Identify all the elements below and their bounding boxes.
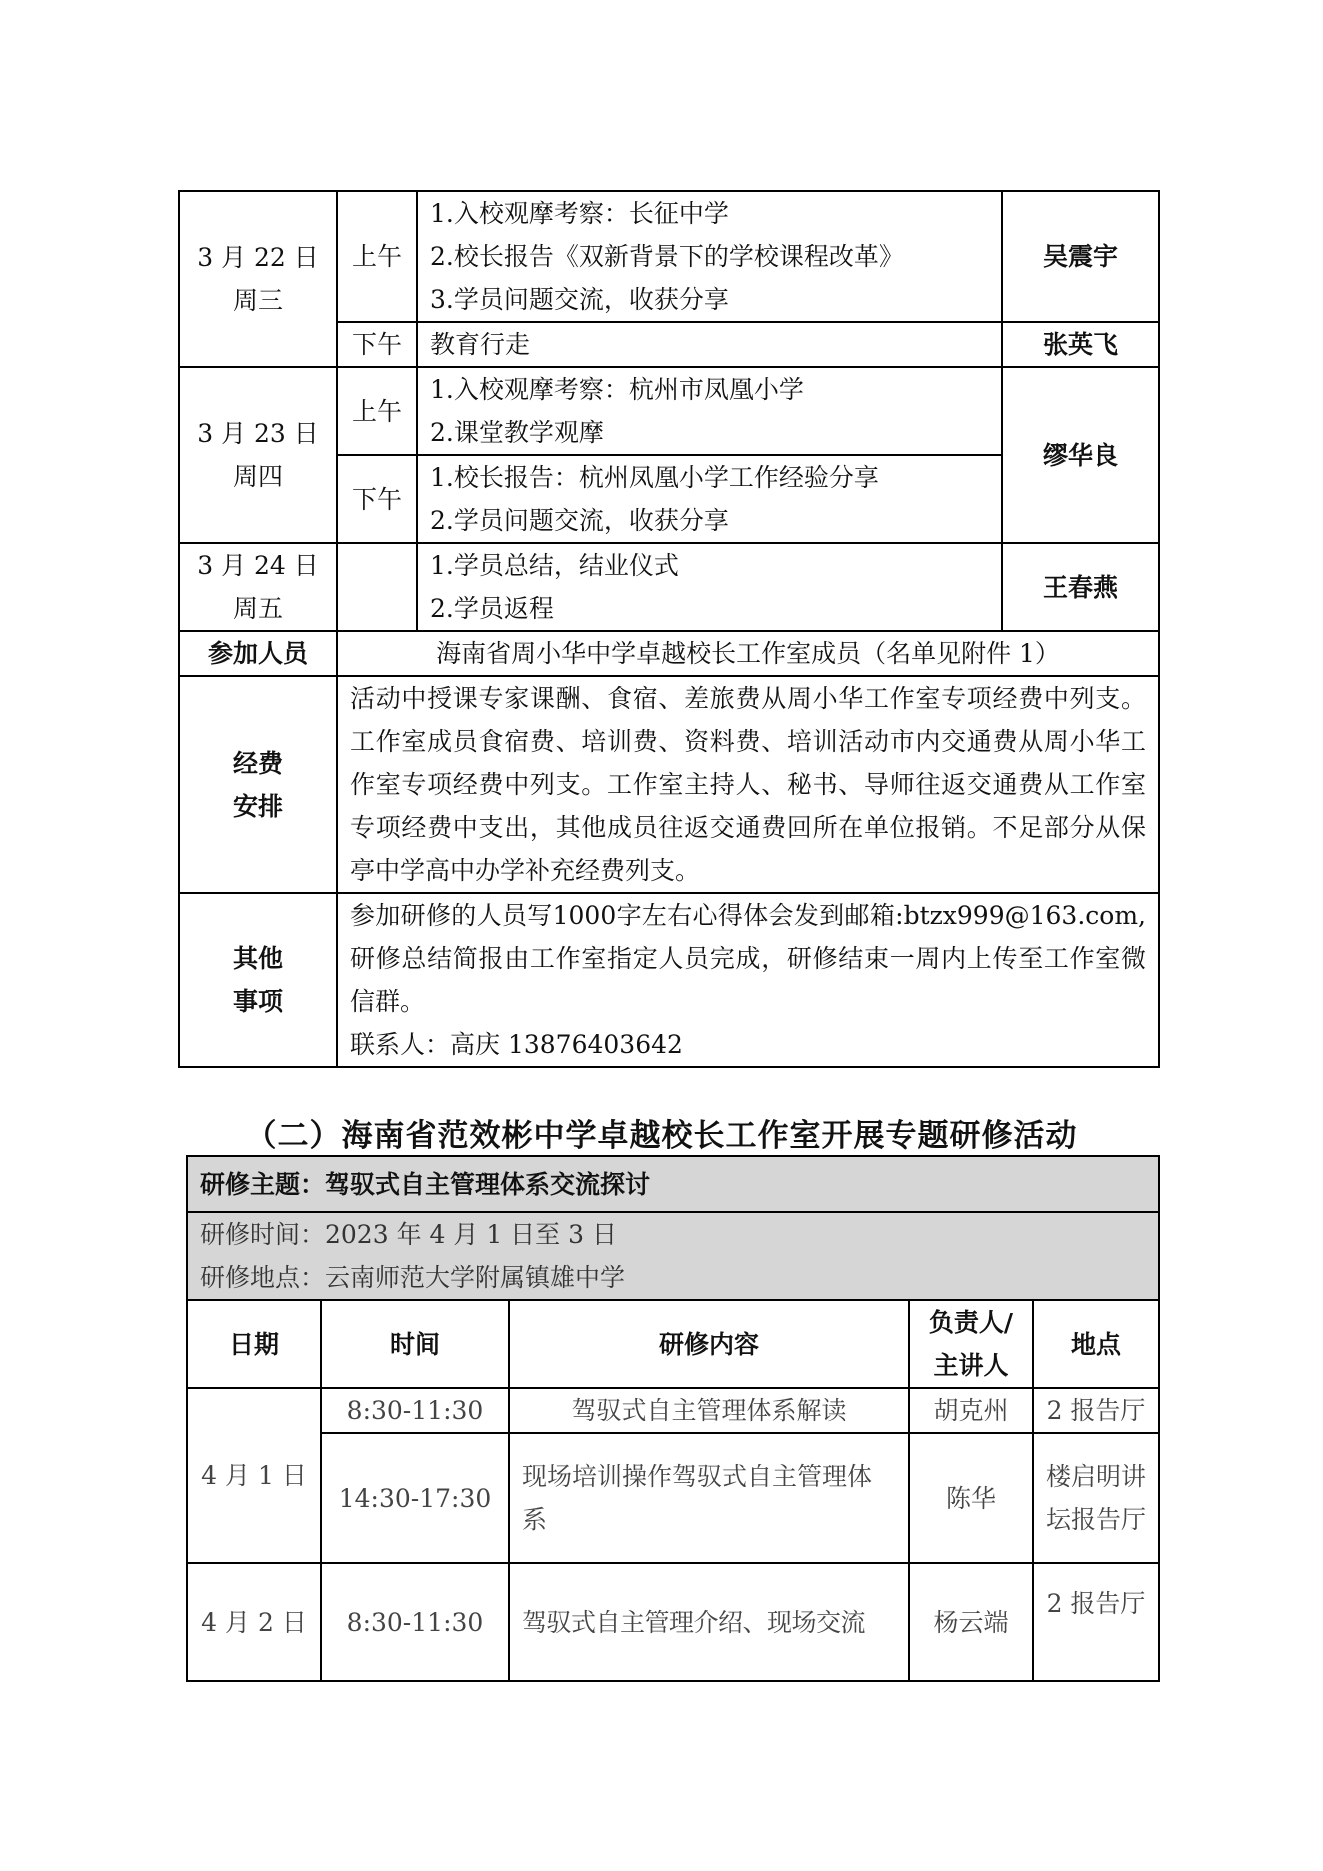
date: 3 月 24 日	[197, 551, 319, 580]
row-content	[509, 1433, 909, 1563]
funding-label: 经费	[232, 748, 283, 778]
weekday: 周四	[232, 462, 283, 491]
location: 楼启明讲坛报告厅	[1046, 1462, 1147, 1534]
period-cell	[337, 367, 417, 455]
content-item: 2.课堂教学观摩	[430, 418, 604, 447]
header-leader-label: 主讲人	[933, 1351, 1009, 1380]
header-time	[321, 1300, 509, 1388]
date: 4 月 2 日	[201, 1607, 307, 1637]
leader: 胡克州	[933, 1396, 1009, 1425]
leader-cell	[1002, 322, 1159, 367]
content-item: 1.入校观摩考察：杭州市凤凰小学	[430, 375, 804, 404]
header-content-label: 研修内容	[658, 1329, 759, 1359]
table-row	[187, 1433, 1159, 1563]
content-item: 1.入校观摩考察：长征中学	[430, 199, 729, 228]
period: 上午	[351, 396, 402, 426]
other-label-cell	[179, 893, 337, 1067]
content-cell	[417, 455, 1002, 543]
row-location	[1033, 1563, 1159, 1681]
row-location	[1033, 1433, 1159, 1563]
leader: 张英飞	[1042, 330, 1118, 359]
header-leader-label: 负责人/	[928, 1308, 1014, 1337]
time: 8:30-11:30	[346, 1396, 484, 1425]
content-cell	[417, 367, 1002, 455]
content-cell	[417, 543, 1002, 631]
row-content	[509, 1563, 909, 1681]
row-date	[187, 1563, 321, 1681]
contact: 联系人：高庆 13876403642	[350, 1030, 683, 1059]
meta-cell	[187, 1212, 1159, 1300]
content-item: 3.学员问题交流，收获分享	[430, 285, 729, 314]
row-time	[321, 1433, 509, 1563]
row-date	[187, 1388, 321, 1563]
participants-value: 海南省周小华中学卓越校长工作室成员（名单见附件 1）	[436, 639, 1060, 668]
participants-value-cell	[337, 631, 1159, 676]
row-content	[509, 1388, 909, 1433]
theme-cell	[187, 1156, 1159, 1212]
row-leader	[909, 1563, 1033, 1681]
content-cell	[417, 322, 1002, 367]
other-label: 事项	[232, 987, 283, 1016]
period: 上午	[351, 242, 402, 271]
period-cell	[337, 455, 417, 543]
row-leader	[909, 1433, 1033, 1563]
content-item: 2.学员返程	[430, 594, 554, 623]
participants-label-cell	[179, 631, 337, 676]
leader: 王春燕	[1042, 572, 1118, 602]
header-date-label: 日期	[228, 1329, 279, 1359]
time: 8:30-11:30	[346, 1607, 484, 1637]
leader: 吴震宇	[1042, 242, 1118, 271]
content-item: 2.学员问题交流，收获分享	[430, 506, 729, 535]
header-date	[187, 1300, 321, 1388]
content-item: 2.校长报告《双新背景下的学校课程改革》	[430, 242, 904, 271]
leader: 杨云端	[933, 1607, 1009, 1637]
date: 3 月 23 日	[197, 419, 319, 448]
content-item: 教育行走	[430, 330, 531, 359]
period-cell	[337, 322, 417, 367]
other-label: 其他	[232, 944, 283, 973]
time: 14:30-17:30	[338, 1483, 492, 1513]
header-location-label: 地点	[1070, 1329, 1121, 1359]
leader-cell	[1002, 191, 1159, 322]
funding-label: 安排	[232, 791, 283, 821]
row-time	[321, 1563, 509, 1681]
location: 2 报告厅	[1046, 1396, 1146, 1425]
participants-label: 参加人员	[207, 639, 308, 668]
period-cell	[337, 191, 417, 322]
date: 3 月 22 日	[197, 243, 319, 272]
content-item: 1.校长报告：杭州凤凰小学工作经验分享	[430, 463, 879, 492]
content: 驾驭式自主管理介绍、现场交流	[522, 1607, 866, 1637]
header-leader	[909, 1300, 1033, 1388]
content-cell	[417, 191, 1002, 322]
table-row	[187, 1563, 1159, 1681]
period-cell-empty	[337, 543, 417, 631]
table-row	[187, 1388, 1159, 1433]
training-time: 研修时间：2023 年 4 月 1 日至 3 日	[200, 1220, 617, 1249]
content-item: 1.学员总结，结业仪式	[430, 551, 679, 580]
period: 下午	[351, 484, 402, 514]
section-title: （二）海南省范效彬中学卓越校长工作室开展专题研修活动	[245, 1118, 1078, 1154]
header-location	[1033, 1300, 1159, 1388]
header-content	[509, 1300, 909, 1388]
row-time	[321, 1388, 509, 1433]
funding-text-cell	[337, 676, 1159, 893]
row-location	[1033, 1388, 1159, 1433]
weekday: 周三	[232, 286, 283, 315]
training-place: 研修地点：云南师范大学附属镇雄中学	[200, 1263, 626, 1292]
row-leader	[909, 1388, 1033, 1433]
date: 4 月 1 日	[201, 1461, 307, 1490]
location: 2 报告厅	[1046, 1589, 1146, 1618]
other-text-cell	[337, 893, 1159, 1067]
other-text: 参加研修的人员写1000字左右心得体会发到邮箱:btzx999@163.com,研修总结简报由工作室指定人员完成，研修结束一周内上传至工作室微信群。	[350, 901, 1146, 1016]
leader: 陈华	[945, 1483, 996, 1513]
content: 驾驭式自主管理体系解读	[571, 1396, 847, 1425]
schedule-table	[178, 190, 1160, 1068]
leader-cell	[1002, 367, 1159, 543]
header-time-label: 时间	[389, 1329, 440, 1359]
weekday: 周五	[232, 594, 283, 623]
theme: 研修主题：驾驭式自主管理体系交流探讨	[200, 1169, 651, 1199]
date-cell	[179, 191, 337, 367]
leader-cell	[1002, 543, 1159, 631]
date-cell	[179, 367, 337, 543]
period: 下午	[351, 330, 402, 359]
content: 现场培训操作驾驭式自主管理体系	[522, 1462, 873, 1534]
funding-label-cell	[179, 676, 337, 893]
leader: 缪华良	[1042, 440, 1118, 470]
date-cell	[179, 543, 337, 631]
training-table	[186, 1155, 1160, 1682]
funding-text: 活动中授课专家课酬、食宿、差旅费从周小华工作室专项经费中列支。工作室成员食宿费、培训费、资料费、培训活动市内交通费从周小华工作室专项经费中列支。工作室主持人、秘书、导师往返交通费从工作室专项经费中支出，其他成员往返交通费回所在单位报销。不足部分从保亭中学高中办学补充经费列支。	[350, 684, 1146, 885]
